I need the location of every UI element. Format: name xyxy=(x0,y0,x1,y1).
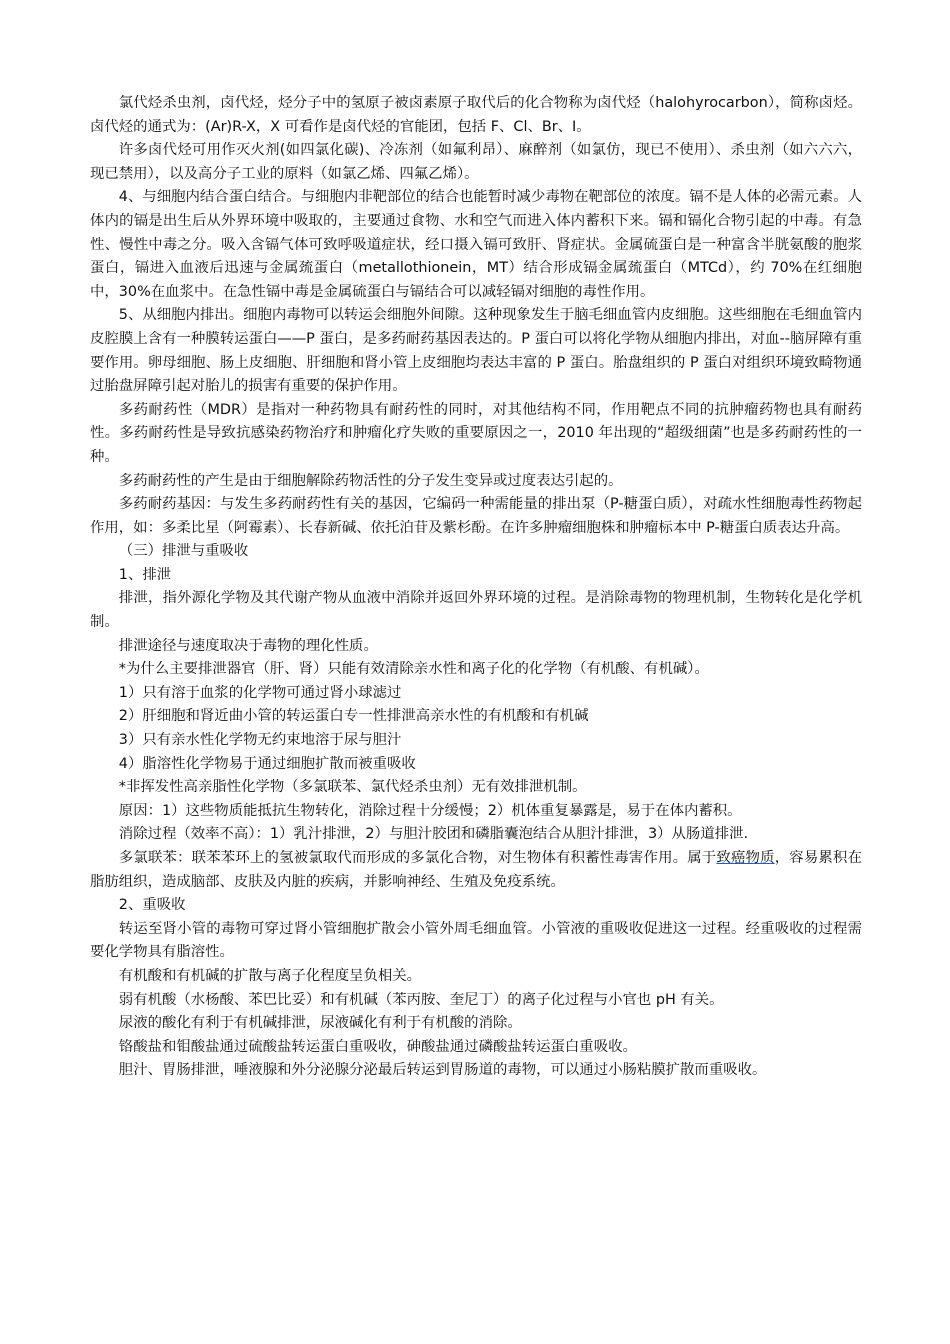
paragraph-excretion-route: 排泄途径与速度取决于毒物的理化性质。 xyxy=(118,637,378,654)
paragraph-pcb xyxy=(90,847,862,894)
paragraph-reasons: 原因：1）这些物质能抵抗生物转化，消除过程十分缓慢；2）机体重复暴露是，易于在体内蓄积。 xyxy=(118,802,742,819)
list-item-2: 2）肝细胞和肾近曲小管的转运蛋白专一性排泄高亲水性的有机酸和有机碱 xyxy=(118,708,589,725)
subheading-reabsorption: 2、重吸收 xyxy=(118,897,186,914)
paragraph-lipophilic-note: *非挥发性高亲脂性化学物（多氯联苯、氯代烃杀虫剂）无有效排泄机制。 xyxy=(118,779,587,796)
list-item-4: 4）脂溶性化学物易于通过细胞扩散而被重吸收 xyxy=(118,755,416,772)
paragraph-excretion-question: *为什么主要排泄器官（肝、肾）只能有效清除亲水性和离子化的化学物（有机酸、有机碱）。 xyxy=(118,661,709,678)
paragraph-halohydrocarbon-uses: 许多卤代烃可用作灭火剂(如四氯化碳)、冷冻剂（如氟利昂）、麻醉剂（如氯仿，现已不使用）、杀虫剂（如六六六，现已禁用），以及高分子工业的原料（如氯乙烯、四氟乙烯）。 xyxy=(90,142,862,182)
carcinogen-link[interactable]: 致癌物质 xyxy=(716,850,775,866)
paragraph-elimination-process: 消除过程（效率不高）：1）乳汁排泄，2）与胆汁胶团和磷脂囊泡结合从胆汁排泄，3）从肠道排泄. xyxy=(118,826,749,843)
paragraph-excretion-definition: 排泄，指外源化学物及其代谢产物从血液中消除并返回外界环境的过程。是消除毒物的物理机制，生物转化是化学机制。 xyxy=(90,590,862,631)
pcb-text-before: 多氯联苯：联苯苯环上的氢被氯取代而形成的多氯化合物，对生物体有积蓄性毒害作用。属于 xyxy=(118,850,717,866)
subheading-excretion: 1、排泄 xyxy=(118,566,172,583)
paragraph-cell-efflux: 5、从细胞内排出。细胞内毒物可以转运会细胞外间隙。这种现象发生于脑毛细血管内皮细胞。这些细胞在毛细血管内皮腔膜上含有一种膜转运蛋白——P 蛋白，是多药耐药基因表达的。P 蛋白可以将化学物从细胞内排出，对血--脑屏障有重要作用。卵母细胞、肠上皮细胞、肝细胞和肾小管上皮细胞均表达丰富的 P 蛋白。胎盘组织的 P 蛋白对组织环境致畸物通过胎盘屏障引起对胎儿的损害有重要的保护作用。 xyxy=(90,307,862,395)
paragraph-transporter-reabsorption: 铬酸盐和钼酸盐通过硫酸盐转运蛋白重吸收，砷酸盐通过磷酸盐转运蛋白重吸收。 xyxy=(118,1038,637,1055)
document-page xyxy=(90,92,862,1083)
paragraph-mdr-definition: 多药耐药性（MDR）是指对一种药物具有耐药性的同时，对其他结构不同，作用靶点不同的抗肿瘤药物也具有耐药性。多药耐药性是导致抗感染药物治疗和肿瘤化疗失败的重要原因之一，2010 年出现的“超级细菌”也是多药耐药性的一种。 xyxy=(90,401,862,465)
paragraph-bile-gi-excretion: 胆汁、胃肠排泄，唾液腺和外分泌腺分泌最后转运到胃肠道的毒物，可以通过小肠粘膜扩散而重吸收。 xyxy=(118,1062,767,1079)
paragraph-mdr-gene: 多药耐药基因：与发生多药耐药性有关的基因，它编码一种需能量的排出泵（P-糖蛋白质），对疏水性细胞毒性药物起作用，如：多柔比星（阿霉素）、长春新碱、依托泊苷及紫杉酚。在许多肿瘤细胞株和肿瘤标本中 P-糖蛋白质表达升高。 xyxy=(90,496,862,536)
list-item-3: 3）只有亲水性化学物无约束地溶于尿与胆汁 xyxy=(118,732,402,749)
paragraph-reabsorption-process: 转运至肾小管的毒物可穿过肾小管细胞扩散会小管外周毛细血管。小管液的重吸收促进这一过程。经重吸收的过程需要化学物具有脂溶性。 xyxy=(90,920,862,961)
list-item-1: 1）只有溶于血浆的化学物可通过肾小球滤过 xyxy=(118,684,402,701)
paragraph-mdr-cause: 多药耐药性的产生是由于细胞解除药物活性的分子发生变异或过度表达引起的。 xyxy=(118,472,623,489)
section-heading-excretion-reabsorption: （三）排泄与重吸收 xyxy=(118,543,249,560)
paragraph-weak-acids-bases: 弱有机酸（水杨酸、苯巴比妥）和有机碱（苯丙胺、奎尼丁）的离子化过程与小官也 pH 有关。 xyxy=(118,991,724,1008)
paragraph-urine-ph: 尿液的酸化有利于有机碱排泄，尿液碱化有利于有机酸的消除。 xyxy=(118,1015,522,1032)
pcb-text-after: ，容易累积在脂肪组织，造成脑部、皮肤及内脏的疾病，并影响神经、生殖及免疫系统。 xyxy=(90,850,862,890)
paragraph-halohydrocarbon-definition: 氯代烃杀虫剂，卤代烃，烃分子中的氢原子被卤素原子取代后的化合物称为卤代烃（halohyrocarbon），简称卤烃。卤代烃的通式为：(Ar)R-X，X 可看作是卤代烃的官能团，包括 F、Cl、Br、I。 xyxy=(90,95,862,135)
paragraph-binding-proteins: 4、与细胞内结合蛋白结合。与细胞内非靶部位的结合也能暂时减少毒物在靶部位的浓度。镉不是人体的必需元素。人体内的镉是出生后从外界环境中吸取的，主要通过食物、水和空气而进入体内蓄积下来。镉和镉化合物引起的中毒。有急性、慢性中毒之分。吸入含镉气体可致呼吸道症状，经口摄入镉可致肝、肾症状。金属硫蛋白是一种富含半胱氨酸的胞浆蛋白，镉进入血液后迅速与金属巯蛋白（metallothionein，MT）结合形成镉金属巯蛋白（MTCd），约 70%在红细胞中，30%在血浆中。在急性镉中毒是金属硫蛋白与镉结合可以减轻镉对细胞的毒性作用。 xyxy=(90,189,862,300)
paragraph-ionization-correlation: 有机酸和有机碱的扩散与离子化程度呈负相关。 xyxy=(118,967,422,984)
